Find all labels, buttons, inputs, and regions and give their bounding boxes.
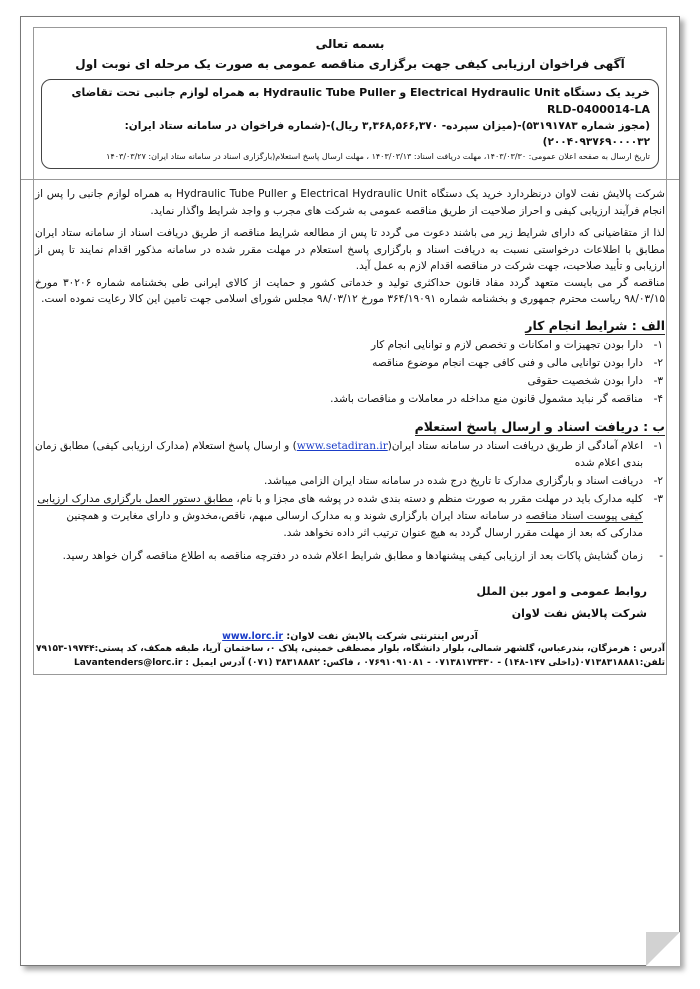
announcement-title: آگهی فراخوان ارزیابی کیفی جهت برگزاری مناقصه عمومی به صورت یک مرحله ای نوبت اول	[75, 57, 625, 71]
section-a-list	[35, 337, 665, 408]
list-item: ۳- کلیه مدارک باید در مهلت مقرر به صورت منظم و دسته بندی شده در پوشه های مجزا و با نام، مطابق دستور العمل بارگزاری مدارک ارزیابی کیفی پیوست اسناد مناقصه در سامانه ستاد ایران بارگزاری شوند و به مدارک ارسالی مبهم، ناقص،مخدوش و دارای مغایرت و همچنین مدارکی که بعد از مهلت مقرر ارسال گردد به هیچ عنوان ترتیب اثر داده نخواهد شد.	[37, 492, 663, 539]
document-page	[20, 16, 680, 966]
announcement-content	[35, 33, 665, 670]
intro-paragraph-3: مناقصه گر می بایست متعهد گردد مفاد قانون حداکثری تولید و خدماتی کشور و حمایت از کالای ایرانی طی بخشنامه شماره ۳۰۲۰۶ مورخ ۹۸/۰۳/۱۵ ریاست محترم جمهوری و بخشنامه شماره ۳۶۴/۱۹۰۹۱ مورخ ۹۸/۰۳/۱۲ مجلس شورای اسلامی جهت تامین این کالا رعایت نموده است.	[35, 276, 665, 305]
section-b-list	[35, 438, 665, 565]
list-item: - زمان گشایش پاکات بعد از ارزیابی کیفی پیشنهادها و مطابق شرایط اعلام شده در دفترچه مناقصه به اطلاع مناقصه گران خواهد رسید.	[62, 549, 663, 562]
page-curl	[646, 932, 680, 966]
tender-numbers: (مجوز شماره ۵۳۱۹۱۷۸۳)-(میزان سپرده- ۳,۳۶۸,۵۶۶,۳۷۰ ریال)-(شماره فراخوان در سامانه ستاد ایران: ۲۰۰۴۰۹۳۷۶۹۰۰۰۰۳۲)	[124, 120, 650, 148]
setadiran-link[interactable]: www.setadiran.ir	[296, 439, 388, 452]
signature-department: روابط عمومی و امور بین الملل	[476, 584, 647, 598]
list-item: ۲- دارا بودن توانایی مالی و فنی کافی جهت انجام موضوع مناقصه	[372, 356, 663, 369]
signature-company: شرکت پالایش نفت لاوان	[511, 606, 647, 620]
bismillah-heading: بسمه تعالی	[315, 37, 385, 51]
list-item: ۴- مناقصه گر نباید مشمول قانون منع مداخله در معاملات و مناقصات باشد.	[330, 392, 663, 405]
section-b-heading: ب : دریافت اسناد و ارسال پاسخ استعلام	[414, 418, 665, 434]
list-item: ۱- اعلام آمادگی از طریق دریافت اسناد در سامانه ستاد ایران(www.setadiran.ir) و ارسال پاسخ استعلام (مدارک ارزیابی کیفی) مطابق زمان بندی اعلام شده	[35, 439, 663, 469]
email-address[interactable]: Lavantenders@lorc.ir	[73, 657, 183, 668]
footer	[35, 631, 665, 670]
intro-paragraph-2: لذا از متقاضیانی که دارای شرایط زیر می باشند دعوت می گردد تا پس از مطالعه شرایط مناقصه از طریق دریافت اسناد از سامانه ستاد ایران مطابق با اطلاعات درخواستی نسبت به دریافت اسناد و بارگزاری پاسخ استعلام در مهلت مقرر شده در سامانه مذکور اقدام نمایند تا پس از ارزیابی و تأیید صلاحیت، جهت شرکت در مناقصه اقدام لازم به عمل آید.	[35, 227, 665, 272]
signature-block	[35, 581, 665, 625]
intro-paragraph-1: شرکت پالایش نفت لاوان درنظردارد خرید یک دستگاه Electrical Hydraulic Unit و Hydraulic Tube Puller به همراه لوازم جانبی را پس از انجام فرآیند ارزیابی کیفی و احراز صلاحیت از طریق مناقصه عمومی به شرکت های مجرب و واجد شرایط واگذار نماید.	[35, 188, 665, 217]
list-item: ۳- دارا بودن شخصیت حقوقی	[527, 374, 663, 387]
postal-address: آدرس : هرمزگان، بندرعباس، گلشهر شمالی، بلوار دانشگاه، بلوار مصطفی خمینی، پلاک ۰، ساختمان آریا، طبقه همکف، کد پستی:۱۹۷۴۴-۷۹۱۵۳	[35, 643, 665, 654]
contact-line: تلفن:۰۷۱۳۸۳۱۸۸۸۱(داخلی ۱۴۷-۱۴۸) - ۰۷۱۳۸۱۷۳۴۳۰ - ۰۷۶۹۱۰۹۱۰۸۱ ، فاکس: ۳۸۳۱۸۸۸۲ (۰۷۱) آدرس ایمیل : Lavantenders@lorc.ir	[73, 657, 665, 668]
section-a-heading: الف : شرایط انجام کار	[525, 317, 665, 333]
tender-subject: خرید یک دستگاه Electrical Hydraulic Unit و Hydraulic Tube Puller به همراه لوازم جانبی تحت تقاضای RLD-0400014-LA	[71, 86, 650, 116]
website-line: آدرس اینترنتی شرکت پالایش نفت لاوان: www.lorc.ir	[222, 630, 478, 642]
tender-info-box	[41, 79, 659, 169]
list-item: ۲- دریافت اسناد و بارگزاری مدارک تا تاریخ درج شده در سامانه ستاد ایران الزامی میباشد.	[263, 474, 663, 487]
list-item: ۱- دارا بودن تجهیزات و امکانات و تخصص لازم و توانایی انجام کار	[371, 338, 663, 351]
website-link[interactable]: www.lorc.ir	[222, 630, 284, 642]
tender-dates: تاریخ ارسال به صفحه اعلان عمومی: ۱۴۰۳/۰۳/۳۰، مهلت دریافت اسناد: ۱۴۰۳/۰۳/۱۳ ، مهلت ارسال پاسخ استعلام(بارگزاری اسناد در سامانه ستاد ایران: ۱۴۰۳/۰۳/۲۷	[106, 152, 650, 161]
divider	[21, 179, 679, 180]
